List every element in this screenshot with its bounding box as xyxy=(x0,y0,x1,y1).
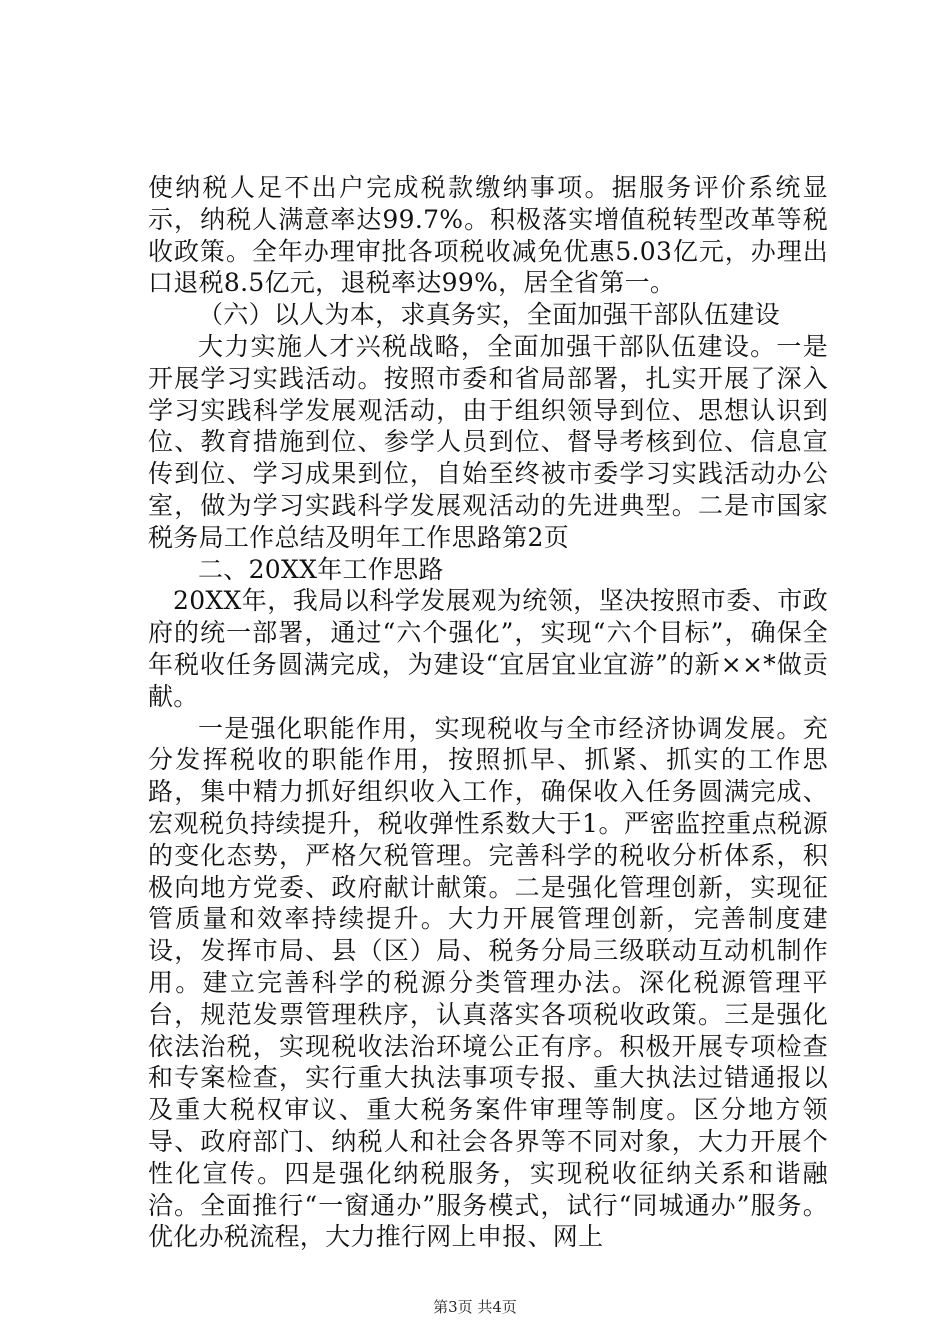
paragraph-six-strengthenings: 一是强化职能作用，实现税收与全市经济协调发展。充分发挥税收的职能作用，按照抓早、抓紧、抓实的工作思路，集中精力抓好组织收入工作，确保收入任务圆满完成、宏观税负持续提升，税收弹性系数大于1。严密监控重点税源的变化态势，严格欠税管理。完善科学的税收分析体系，积极向地方党委、政府献计献策。二是强化管理创新，实现征管质量和效率持续提升。大力开展管理创新，完善制度建设，发挥市局、县（区）局、税务分局三级联动互动机制作用。建立完善科学的税源分类管理办法。深化税源管理平台，规范发票管理秩序，认真落实各项税收政策。三是强化依法治税，实现税收法治环境公正有序。积极开展专项检查和专案检查，实行重大执法事项专报、重大执法过错通报以及重大税权审议、重大税务案件审理等制度。区分地方领导、政府部门、纳税人和社会各界等不同对象，大力开展个性化宣传。四是强化纳税服务，实现税收征纳关系和谐融洽。全面推行“一窗通办”服务模式，试行“同城通办”服务。优化办税流程，大力推行网上申报、网上 xyxy=(148,713,828,1252)
paragraph-talent-strategy: 大力实施人才兴税战略，全面加强干部队伍建设。一是开展学习实践活动。按照市委和省局部署，扎实开展了深入学习实践科学发展观活动，由于组织领导到位、思想认识到位、教育措施到位、参学人员到位、督导考核到位、信息宣传到位、学习成果到位，自始至终被市委学习实践活动办公室，做为学习实践科学发展观活动的先进典型。二是市国家税务局工作总结及明年工作思路第2页 xyxy=(148,331,828,552)
paragraph-tax-service: 使纳税人足不出户完成税款缴纳事项。据服务评价系统显示，纳税人满意率达99.7%。积极落实增值税转型改革等税收政策。全年办理审批各项税收减免优惠5.03亿元，办理出口退税8.5亿元，退税率达99%，居全省第一。 xyxy=(148,173,828,298)
section-heading-cadre-building: （六）以人为本，求真务实，全面加强干部队伍建设 xyxy=(198,300,780,330)
page-footer: 第3页 共4页 xyxy=(433,1298,517,1316)
paragraph-work-plan-intro: 20XX年，我局以科学发展观为统领，坚决按照市委、市政府的统一部署，通过“六个强化”，实现“六个目标”，确保全年税收任务圆满完成，为建设“宜居宜业宜游”的新××*做贡献。 xyxy=(148,586,828,711)
document-body xyxy=(148,172,828,1253)
section-heading-work-plan: 二、20XX年工作思路 xyxy=(198,554,444,584)
